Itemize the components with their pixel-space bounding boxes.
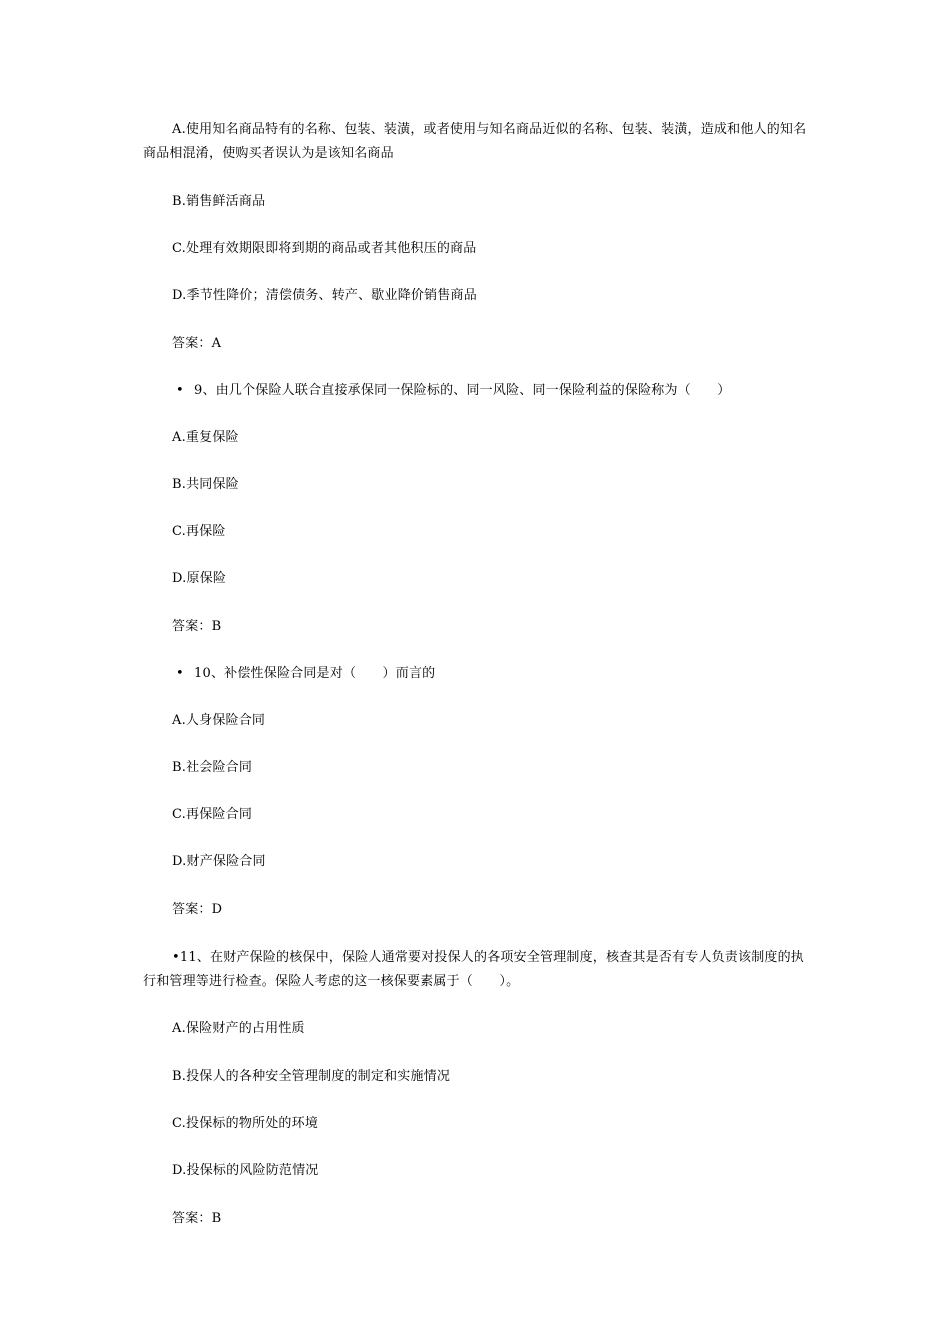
q9-option-c: C.再保险 bbox=[172, 524, 226, 539]
q9-option-d: D.原保险 bbox=[172, 571, 227, 586]
q8-option-c: C.处理有效期限即将到期的商品或者其他积压的商品 bbox=[172, 241, 477, 256]
q9-option-a: A.重复保险 bbox=[172, 430, 239, 445]
q10-question-line bbox=[176, 666, 435, 682]
q11-option-c: C.投保标的物所处的环境 bbox=[172, 1116, 319, 1131]
q8-answer: 答案：A bbox=[172, 336, 222, 351]
q8-option-a: A.使用知名商品特有的名称、包装、装潢，或者使用与知名商品近似的名称、包装、装潢，造成和他人的知名商品相混淆，使购买者误认为是该知名商品 bbox=[143, 122, 807, 161]
bullet-icon: • bbox=[176, 666, 184, 681]
q11-option-a: A.保险财产的占用性质 bbox=[172, 1021, 305, 1036]
q8-option-b: B.销售鲜活商品 bbox=[172, 194, 266, 209]
q11-option-b: B.投保人的各种安全管理制度的制定和实施情况 bbox=[172, 1069, 451, 1084]
q9-option-b: B.共同保险 bbox=[172, 477, 239, 492]
q10-option-d: D.财产保险合同 bbox=[172, 854, 266, 869]
q11-answer: 答案：B bbox=[172, 1211, 222, 1226]
q9-question: 9、由几个保险人联合直接承保同一保险标的、同一风险、同一保险利益的保险称为（ ） bbox=[194, 383, 731, 398]
q9-answer: 答案：B bbox=[172, 619, 222, 634]
q11-question: •11、在财产保险的核保中，保险人通常要对投保人的各项安全管理制度，核查其是否有专人负责该制度的执行和管理等进行检查。保险人考虑的这一核保要素属于（ ）。 bbox=[143, 950, 805, 989]
q10-option-a: A.人身保险合同 bbox=[172, 713, 266, 728]
q10-option-b: B.社会险合同 bbox=[172, 760, 253, 775]
q10-answer: 答案：D bbox=[172, 902, 223, 917]
bullet-icon: • bbox=[176, 383, 184, 398]
q9-question-line bbox=[176, 383, 730, 399]
q11-option-d: D.投保标的风险防范情况 bbox=[172, 1163, 319, 1178]
q8-option-d: D.季节性降价；清偿债务、转产、歇业降价销售商品 bbox=[172, 288, 477, 303]
q10-option-c: C.再保险合同 bbox=[172, 807, 253, 822]
q10-question: 10、补偿性保险合同是对（ ）而言的 bbox=[194, 666, 436, 681]
